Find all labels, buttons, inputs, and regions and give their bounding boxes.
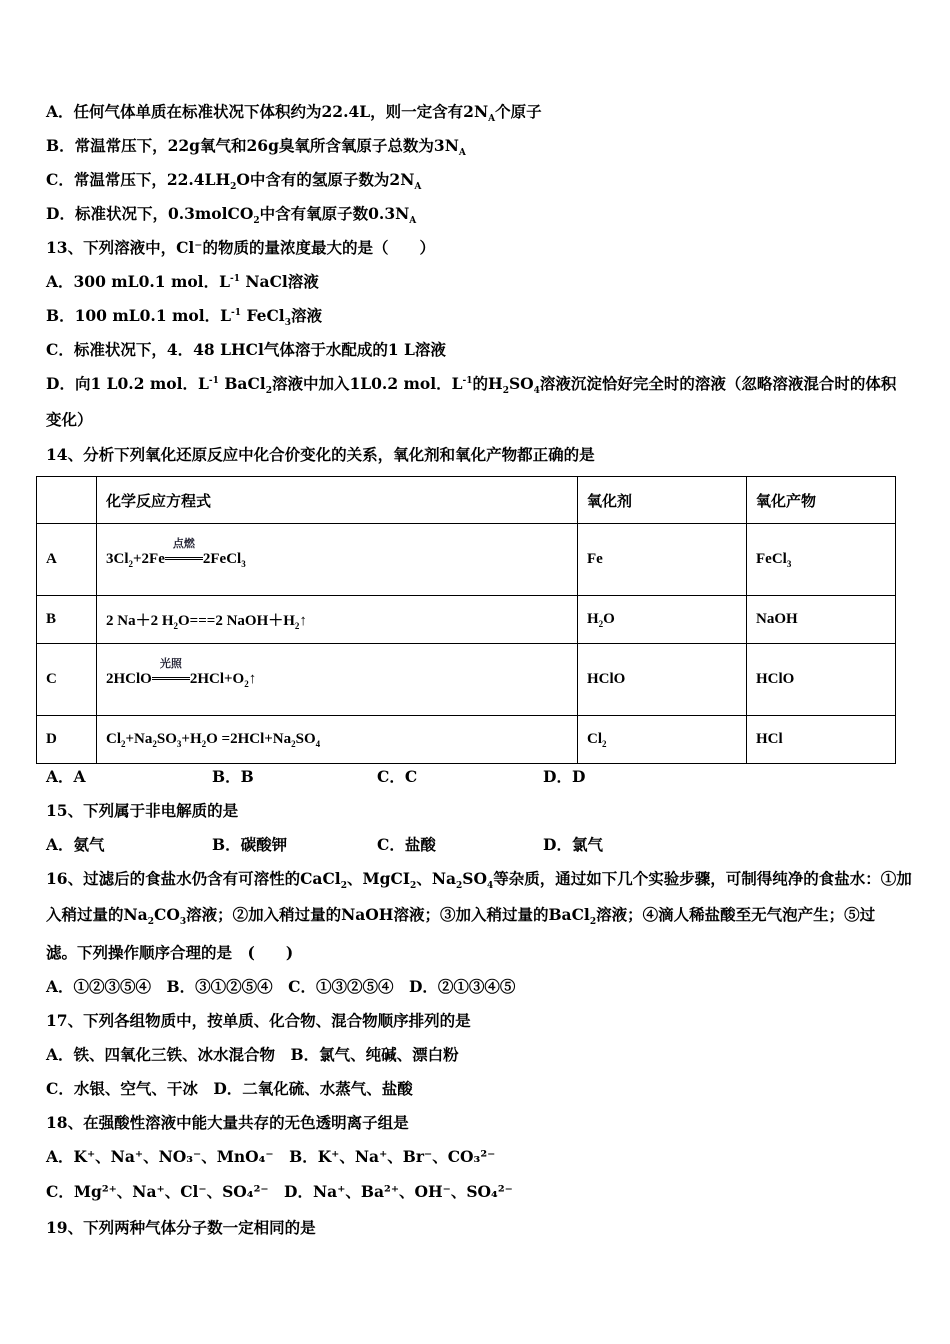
sub: 2 — [502, 386, 509, 397]
q17-options-cd: C．水银、空气、干冰 D．二氧化硫、水蒸气、盐酸 — [46, 1079, 413, 1098]
q17-options-ab: A．铁、四氧化三铁、冰水混合物 B．氯气、纯碱、漂白粉 — [46, 1045, 459, 1064]
sub: 2 — [410, 881, 417, 892]
sub: 3 — [241, 559, 246, 569]
eq-part: 2HCl+O — [189, 671, 245, 687]
eq-part: ↑ — [299, 613, 307, 629]
sub: 3 — [179, 917, 187, 928]
q13-d-pre: D．向1 L0.2 mol．L — [46, 374, 209, 393]
sub: 2 — [201, 739, 207, 749]
sub: 2 — [456, 881, 463, 892]
q13-d-mid2: 溶液中加入1L0.2 mol．L — [271, 374, 463, 393]
oxidant-text: Cl — [587, 731, 602, 747]
q13-stem: 13、下列溶液中，Cl⁻的物质的量浓度最大的是（ ） — [46, 238, 435, 257]
double-line — [152, 677, 190, 680]
text: CO — [153, 905, 180, 924]
q12-option-d-mid: 中含有氧原子数0.3N — [259, 204, 410, 223]
eq-part: Cl — [106, 731, 121, 747]
q15-option-a[interactable]: A．氨气 — [46, 835, 105, 854]
q12-option-b-text: B．常温常压下，22g氧气和26g臭氧所含氧原子总数为3N — [46, 136, 459, 155]
table-header-row — [37, 477, 896, 524]
q13-a-pre: A．300 mL0.1 mol．L — [46, 272, 230, 291]
sub: 2 — [230, 182, 237, 193]
q18-options-cd: C．Mg²⁺、Na⁺、Cl⁻、SO₄²⁻ D．Na⁺、Ba²⁺、OH⁻、SO₄²⁻ — [46, 1182, 513, 1201]
sub: A — [488, 114, 496, 125]
q16-stem-line3: 滤。下列操作顺序合理的是 ( ) — [46, 943, 294, 962]
sup: -1 — [231, 307, 242, 318]
eq-part: +H — [181, 731, 202, 747]
text: 溶液；②加入稍过量的NaOH溶液；③加入稍过量的BaCl — [186, 905, 590, 924]
eq-part: +Na — [125, 731, 153, 747]
sub: 2 — [265, 386, 272, 397]
row-equation — [97, 596, 578, 644]
table-row — [37, 716, 896, 764]
reaction-arrow — [165, 538, 203, 568]
eq-part: 3Cl — [106, 551, 129, 567]
q18-stem: 18、在强酸性溶液中能大量共存的无色透明离子组是 — [46, 1113, 409, 1132]
q13-option-d-cont: 变化） — [46, 410, 93, 429]
oxidant-text: H — [587, 611, 599, 627]
q18-options-ab: A．K⁺、Na⁺、NO₃⁻、MnO₄⁻ B．K⁺、Na⁺、Br⁻、CO₃²⁻ — [46, 1147, 496, 1166]
text: 入稍过量的Na — [46, 905, 148, 924]
q14-option-a[interactable]: A．A — [46, 767, 86, 786]
row-oxidant — [578, 716, 747, 764]
row-oxidant: Fe — [578, 524, 747, 596]
q12-option-d-text: D．标准状况下，0.3molCO — [46, 204, 254, 223]
eq-part: O===2 NaOH＋H — [178, 613, 295, 629]
sub: 4 — [315, 739, 321, 749]
sub: A — [458, 148, 466, 159]
row-product — [747, 524, 896, 596]
sub: 3 — [284, 318, 291, 329]
q17-stem: 17、下列各组物质中，按单质、化合物、混合物顺序排列的是 — [46, 1011, 471, 1030]
eq-part: 2FeCl — [202, 551, 242, 567]
text: 、MgCI — [346, 869, 411, 888]
sub: 2 — [152, 739, 157, 749]
q16-stem-line2 — [46, 905, 876, 928]
sub: 2 — [244, 679, 249, 689]
table-row — [37, 596, 896, 644]
row-label: B — [37, 596, 97, 644]
q14-option-d[interactable]: D．D — [543, 767, 586, 786]
header-blank — [37, 477, 97, 524]
q15-option-d[interactable]: D．氯气 — [543, 835, 603, 854]
header-equation: 化学反应方程式 — [97, 477, 578, 524]
q13-d-mid4: SO — [508, 374, 534, 393]
q16-options: A．①②③⑤④ B．③①②⑤④ C．①③②⑤④ D．②①③④⑤ — [46, 977, 516, 996]
row-equation — [97, 524, 578, 596]
sub: 2 — [253, 216, 260, 227]
eq-part: 2HClO — [106, 671, 152, 687]
row-label: D — [37, 716, 97, 764]
q12-option-a-text: A．任何气体单质在标准状况下体积约为22.4L，则一定含有2N — [46, 102, 489, 121]
q13-option-a — [46, 272, 319, 292]
q13-option-b — [46, 306, 322, 329]
q14-option-b[interactable]: B．B — [212, 767, 254, 786]
q12-option-c — [46, 170, 422, 193]
q13-d-post: 溶液沉淀恰好完全时的溶液（忽略溶液混合时的体积 — [539, 374, 897, 393]
text: 、Na — [416, 869, 457, 888]
sub: 2 — [291, 739, 296, 749]
q14-option-c[interactable]: C．C — [377, 767, 418, 786]
q12-option-b — [46, 136, 466, 159]
sub: A — [414, 182, 422, 193]
q13-b-post: 溶液 — [290, 306, 322, 325]
q12-option-a — [46, 102, 542, 125]
sup: -1 — [229, 273, 240, 284]
q12-option-c-text: C．常温常压下，22.4LH — [46, 170, 231, 189]
eq-part: +2Fe — [133, 551, 165, 567]
reaction-condition: 点燃 — [172, 538, 195, 550]
sub: 2 — [589, 917, 597, 928]
reaction-table — [36, 476, 896, 764]
q13-a-post: NaCl溶液 — [239, 272, 319, 291]
q13-d-mid1: BaCl — [218, 374, 266, 393]
sub: 2 — [121, 739, 126, 749]
q12-option-c-mid: O中含有的氢原子数为2N — [236, 170, 415, 189]
reaction-condition: 光照 — [159, 658, 182, 670]
q13-b-pre: B．100 mL0.1 mol．L — [46, 306, 232, 325]
sub: 2 — [128, 559, 133, 569]
sub: 2 — [147, 917, 154, 928]
oxidant-text: O — [603, 611, 615, 627]
q13-d-mid3: 的H — [472, 374, 503, 393]
sup: -1 — [462, 375, 473, 386]
sub: 2 — [294, 621, 300, 631]
text: 等杂质，通过如下几个实验步骤，可制得纯净的食盐水：①加 — [493, 869, 912, 888]
eq-part: SO — [156, 731, 177, 747]
q13-option-d — [46, 374, 897, 397]
q14-options — [46, 767, 585, 787]
sub: 4 — [487, 881, 494, 892]
header-product: 氧化产物 — [747, 477, 896, 524]
sub: 2 — [602, 739, 607, 749]
q15-options — [46, 835, 603, 855]
row-product: HClO — [747, 644, 896, 716]
eq-part: 2 Na＋2 H — [106, 613, 174, 629]
header-oxidant: 氧化剂 — [578, 477, 747, 524]
sub: 4 — [533, 386, 540, 397]
q12-option-a-tail: 个原子 — [495, 102, 542, 121]
sub: A — [409, 216, 417, 227]
q14-stem: 14、分析下列氧化还原反应中化合价变化的关系，氧化剂和氧化产物都正确的是 — [46, 445, 595, 464]
reaction-arrow — [152, 658, 190, 688]
q13-b-mid: FeCl — [241, 306, 285, 325]
table-row — [37, 644, 896, 716]
text: 溶液；④滴人稀盐酸至无气泡产生；⑤过 — [596, 905, 876, 924]
row-product: NaOH — [747, 596, 896, 644]
q15-option-c[interactable]: C．盐酸 — [377, 835, 436, 854]
product-text: FeCl — [756, 551, 787, 567]
row-label: A — [37, 524, 97, 596]
eq-part: ↑ — [248, 671, 257, 687]
sup: -1 — [208, 375, 219, 386]
sub: 2 — [340, 881, 347, 892]
q13-option-c: C．标准状况下，4．48 LHCl气体溶于水配成的1 L溶液 — [46, 340, 446, 359]
row-oxidant: HClO — [578, 644, 747, 716]
table-row — [37, 524, 896, 596]
sub: 3 — [176, 739, 182, 749]
row-oxidant — [578, 596, 747, 644]
eq-part: SO — [295, 731, 316, 747]
double-line — [165, 557, 203, 560]
eq-part: O =2HCl+Na — [206, 731, 292, 747]
row-product: HCl — [747, 716, 896, 764]
sub: 2 — [598, 619, 604, 629]
q15-stem: 15、下列属于非电解质的是 — [46, 801, 239, 820]
sub: 3 — [786, 559, 792, 569]
q16-stem-line1 — [46, 869, 912, 892]
text: 16、过滤后的食盐水仍含有可溶性的CaCl — [46, 869, 341, 888]
text: SO — [462, 869, 487, 888]
row-equation — [97, 644, 578, 716]
q15-option-b[interactable]: B．碳酸钾 — [212, 835, 288, 854]
q12-option-d — [46, 204, 417, 227]
sub: 2 — [173, 621, 179, 631]
row-equation — [97, 716, 578, 764]
row-label: C — [37, 644, 97, 716]
q19-stem: 19、下列两种气体分子数一定相同的是 — [46, 1218, 316, 1237]
